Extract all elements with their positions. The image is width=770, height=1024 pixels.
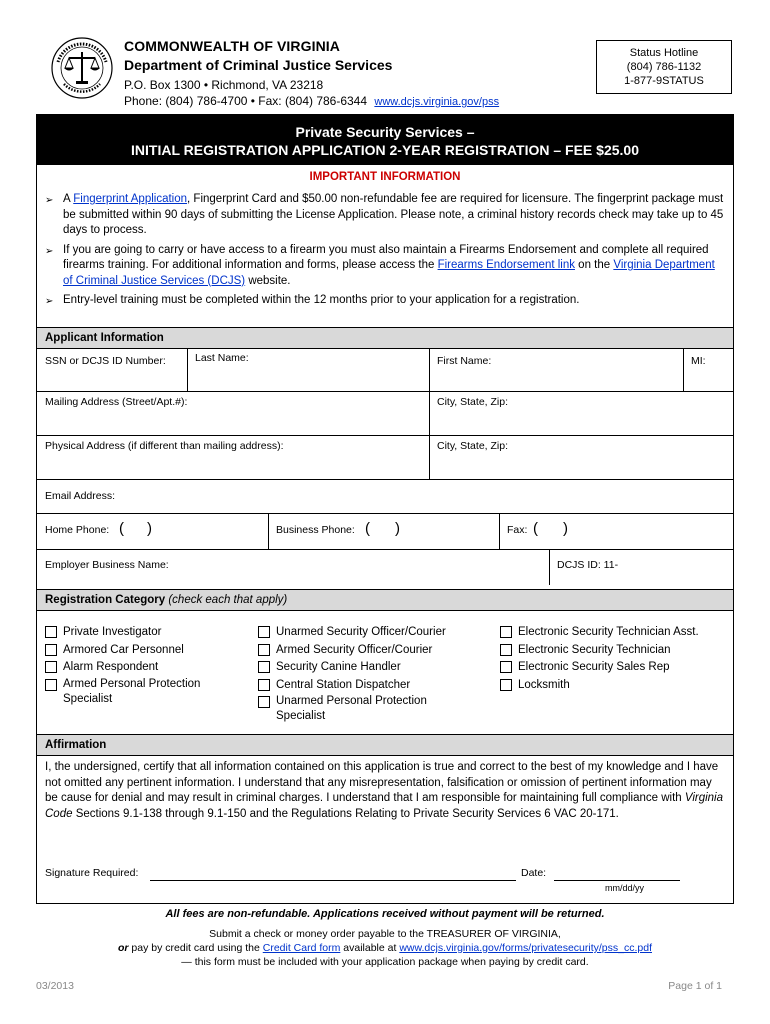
category-checkbox[interactable]: Locksmith <box>500 677 732 695</box>
fingerprint-application-link[interactable]: Fingerprint Application <box>73 193 188 205</box>
date-line[interactable] <box>554 880 680 881</box>
signature-label: Signature Required: <box>45 867 139 879</box>
last-name-label: Last Name: <box>195 352 249 364</box>
checkbox[interactable] <box>500 679 512 691</box>
fees-note: All fees are non-refundable. Applications received without payment will be returned. <box>165 908 605 920</box>
registration-category-heading: Registration Category (check each that apply) <box>37 589 733 611</box>
mailing-address-label: Mailing Address (Street/Apt.#): <box>45 396 188 408</box>
phone-fax: Phone: (804) 786-4700 • Fax: (804) 786-6344 <box>124 94 368 108</box>
category-checkbox[interactable]: Armored Car Personnel <box>45 642 245 660</box>
important-item: ➢ Entry-level training must be completed within the 12 months prior to your application for a registration. <box>45 293 725 310</box>
checkbox[interactable] <box>45 661 57 673</box>
physical-city-label: City, State, Zip: <box>437 440 508 452</box>
category-checkbox[interactable]: Armed Personal Protection Specialist <box>45 677 245 707</box>
page-number: Page 1 of 1 <box>668 980 722 992</box>
applicant-info-heading: Applicant Information <box>37 327 733 349</box>
home-phone-label: Home Phone: <box>45 524 110 536</box>
category-checkbox[interactable]: Electronic Security Sales Rep <box>500 659 732 677</box>
form-title <box>37 115 733 165</box>
mailing-city-label: City, State, Zip: <box>437 396 508 408</box>
category-column-2 <box>258 624 478 724</box>
affirmation-heading: Affirmation <box>37 734 733 756</box>
dcjs-website-link[interactable]: Virginia Department of Criminal Justice Services (DCJS) <box>63 259 715 287</box>
payment-instructions: Submit a check or money order payable to the TREASURER OF VIRGINIA, or pay by credit card using the Credit Card form available at www.dcjs.virginia.gov/forms/privatesecurity/pss_cc.pdf — this form must be included with your application package when paying by credit card. <box>118 928 652 968</box>
date-label: Date: <box>521 867 547 879</box>
category-checkbox[interactable]: Armed Security Officer/Courier <box>258 642 478 660</box>
org-name: COMMONWEALTH OF VIRGINIA <box>124 38 341 54</box>
category-checkbox[interactable]: Central Station Dispatcher <box>258 677 478 695</box>
physical-address-label: Physical Address (if different than mailing address): <box>45 440 284 452</box>
business-phone-label: Business Phone: <box>276 524 355 536</box>
hotline-title: Status Hotline <box>629 47 699 59</box>
category-checkbox[interactable]: Unarmed Security Officer/Courier <box>258 624 478 642</box>
fax-label: Fax: <box>507 524 528 536</box>
website-link[interactable]: www.dcjs.virginia.gov/pss <box>374 96 500 108</box>
contact-line <box>124 94 499 108</box>
date-format-hint: mm/dd/yy <box>605 883 645 893</box>
status-hotline-box <box>596 40 732 94</box>
checkbox[interactable] <box>45 626 57 638</box>
category-checkbox[interactable]: Private Investigator <box>45 624 245 642</box>
category-column-3 <box>500 624 732 694</box>
important-item: ➢ A Fingerprint Application, Fingerprint Card and $50.00 non-refundable fee are required for licensure. The fingerprint package must be submitted within 90 days of submitting the License Application. Please note, a criminal history records check may take up to 45 days to process. <box>45 192 725 239</box>
dcjs-seal-logo <box>50 36 114 100</box>
checkbox[interactable] <box>500 661 512 673</box>
hotline-tollfree: 1-877-9STATUS <box>624 75 704 87</box>
signature-line[interactable] <box>150 880 516 881</box>
arrow-bullet-icon: ➢ <box>45 245 54 257</box>
form-revision-date: 03/2013 <box>36 980 74 992</box>
first-name-label: First Name: <box>437 355 492 367</box>
category-checkbox[interactable]: Security Canine Handler <box>258 659 478 677</box>
checkbox[interactable] <box>500 626 512 638</box>
email-label: Email Address: <box>45 490 116 502</box>
hotline-phone: (804) 786-1132 <box>626 61 702 73</box>
form-title-line2: INITIAL REGISTRATION APPLICATION 2-YEAR REGISTRATION – FEE $25.00 <box>131 142 639 158</box>
dcjs-id-label: DCJS ID: 11- <box>557 559 619 571</box>
checkbox[interactable] <box>258 679 270 691</box>
credit-card-url-link[interactable]: www.dcjs.virginia.gov/forms/privatesecurity/pss_cc.pdf <box>399 942 652 954</box>
checkbox[interactable] <box>45 644 57 656</box>
checkbox[interactable] <box>500 644 512 656</box>
application-form: Private Security Services – INITIAL REGISTRATION APPLICATION 2-YEAR REGISTRATION – FEE $25.00 IMPORTANT INFORMATION ➢ A Fingerprint Application, Fingerprint Card and $50.00 non-refundable fee are required for licensure. The fingerprint package must be submitted within 90 days of submitting the License Application. Please note, a criminal history records check may take up to 45 days to process. ➢ If you are going to carry or have access to a firearm you must also maintain a Firearms Endorsement and complete all required firearms training. For additional information and forms, please access the Firearms Endorsement link on the Virginia Department of Criminal Justice Services (DCJS) website. ➢ Entry-level training must be completed within the 12 months prior to your application for a registration. Applicant Information SSN or DCJS ID Number: Last Name: First Name: MI: Mailing Address (Street/Apt.#): City, State, Zip: Physical Address (if different than mailing address): City, State, Zip: Email Address: Home Phone: ( ) Business Phone: ( ) Fax: ( ) Employer Business Name: DCJS ID: 11- Registration Category (check each that apply) Private Investigator Armored Car Personnel Alarm Respondent Armed Personal Protection Specialist Unarmed Security Officer/Courier Armed Security Officer/Courier Security Canine Handler Central Station Dispatcher Unarmed Personal Protection Specialist Electronic Security Technician Asst. Electronic Security Technician Electronic Security Sales Rep Locksmith Affirmation I, the undersigned, certify that all information contained on this application is true and correct to the best of my knowledge and I have not omitted any pertinent information. I understand that any misrepresentation, falsification or omission of pertinent information may be cause for denial and may result in criminal charges. I understand that I am responsible for maintaining full compliance with Virginia Code Sections 9.1-138 through 9.1-150 and the Regulations Relating to Private Security Services 6 VAC 20-171. Signature Required: Date: mm/dd/yy <box>36 114 734 904</box>
important-list <box>45 192 725 314</box>
important-item: ➢ If you are going to carry or have access to a firearm you must also maintain a Firearms Endorsement and complete all required firearms training. For additional information and forms, please access the Firearms Endorsement link on the Virginia Department of Criminal Justice Services (DCJS) website. <box>45 243 725 290</box>
arrow-bullet-icon: ➢ <box>45 296 54 307</box>
category-checkbox[interactable]: Electronic Security Technician <box>500 642 732 660</box>
credit-card-form-link[interactable]: Credit Card form <box>262 942 341 954</box>
checkbox[interactable] <box>258 661 270 673</box>
category-checkbox[interactable]: Alarm Respondent <box>45 659 245 677</box>
ssn-label: SSN or DCJS ID Number: <box>45 355 166 367</box>
important-heading: IMPORTANT INFORMATION <box>309 171 461 183</box>
category-column-1 <box>45 624 245 707</box>
firearms-endorsement-link[interactable]: Firearms Endorsement link <box>437 259 575 271</box>
checkbox[interactable] <box>258 626 270 638</box>
checkbox[interactable] <box>258 644 270 656</box>
form-title-line1: Private Security Services – <box>295 124 475 140</box>
category-checkbox[interactable]: Electronic Security Technician Asst. <box>500 624 732 642</box>
mi-label: MI: <box>691 355 706 367</box>
agency-header <box>124 38 499 108</box>
arrow-bullet-icon: ➢ <box>45 195 54 206</box>
mailing-address: P.O. Box 1300 • Richmond, VA 23218 <box>124 78 324 92</box>
checkbox[interactable] <box>258 696 270 708</box>
affirmation-text: I, the undersigned, certify that all information contained on this application is true and correct to the best of my knowledge and I have not omitted any pertinent information. I understand that any misrepresentation, falsification or omission of pertinent information may be cause for denial and may result in criminal charges. I understand that I am responsible for maintaining full compliance with Virginia Code Sections 9.1-138 through 9.1-150 and the Regulations Relating to Private Security Services 6 VAC 20-171. <box>45 761 724 820</box>
department-name: Department of Criminal Justice Services <box>124 57 393 73</box>
checkbox[interactable] <box>45 679 57 691</box>
category-checkbox[interactable]: Unarmed Personal Protection Specialist <box>258 694 448 724</box>
employer-name-label: Employer Business Name: <box>45 559 169 571</box>
